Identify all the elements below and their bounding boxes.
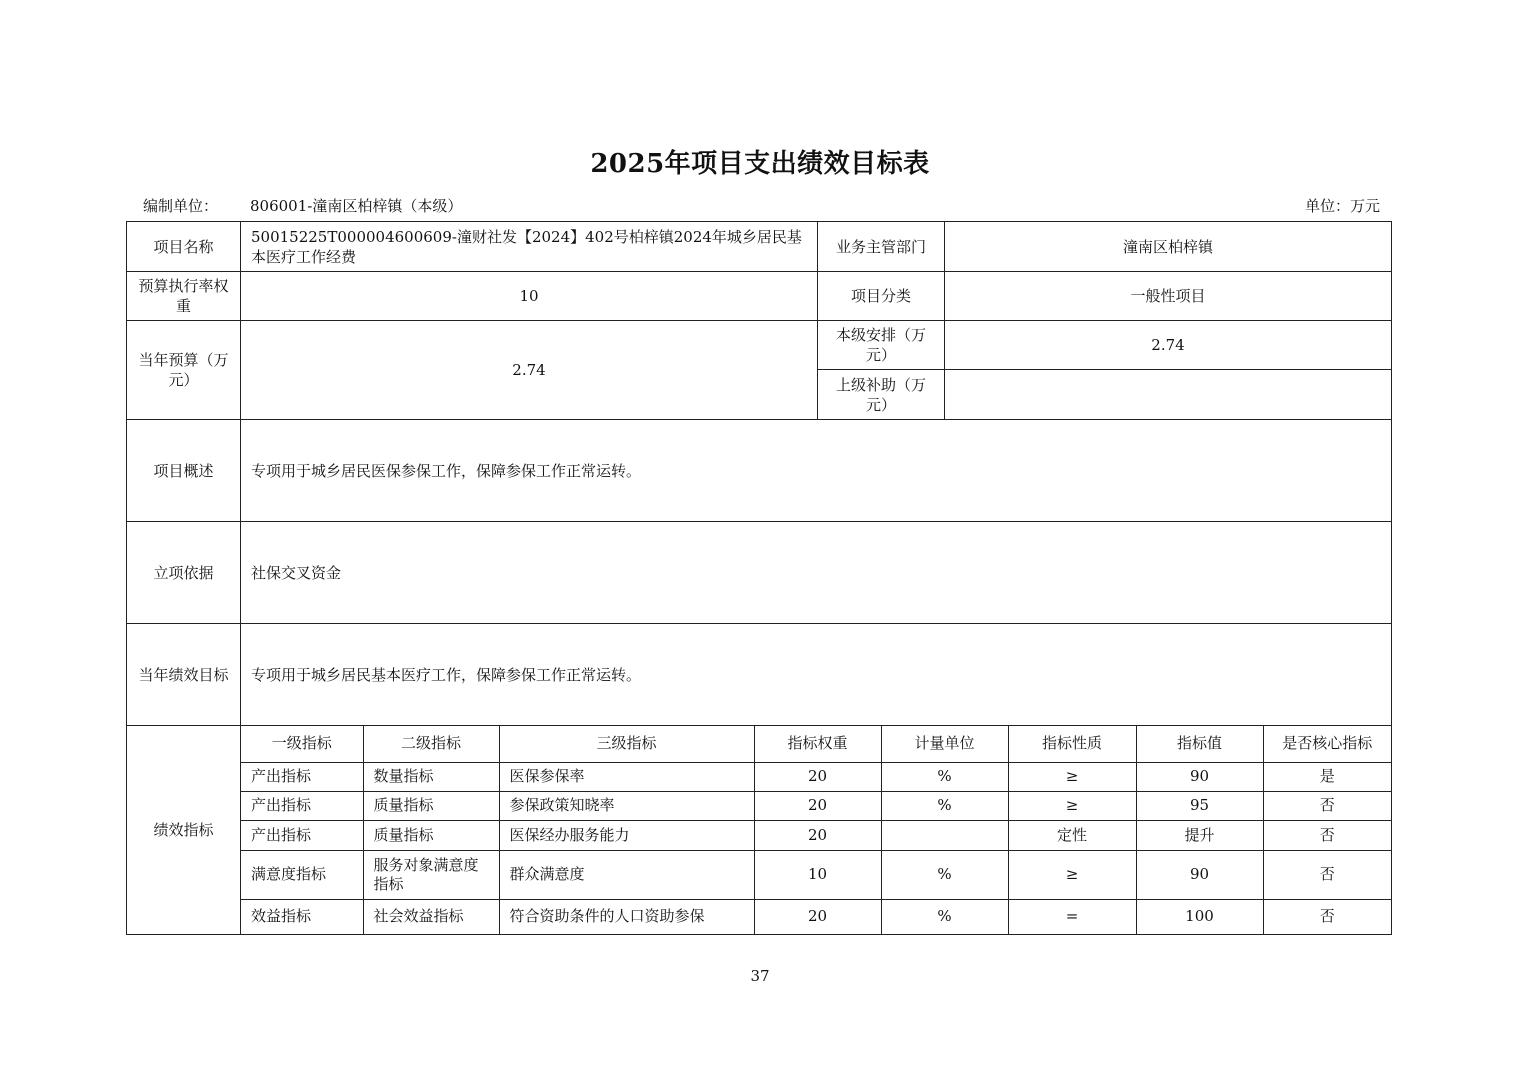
cell-nature: 定性	[1008, 820, 1136, 850]
table-row	[241, 850, 1391, 899]
cell-level1: 产出指标	[241, 820, 363, 850]
cell-unit: %	[881, 850, 1008, 899]
goal-label: 当年绩效目标	[127, 624, 241, 726]
cell-level2: 社会效益指标	[363, 899, 499, 934]
superior-label: 上级补助（万元）	[818, 370, 945, 420]
cell-core: 否	[1263, 791, 1391, 820]
cell-level3: 医保经办服务能力	[499, 820, 754, 850]
cell-unit: %	[881, 762, 1008, 791]
cell-level3: 群众满意度	[499, 850, 754, 899]
cell-value: 95	[1136, 791, 1263, 820]
cell-nature: =	[1008, 899, 1136, 934]
cell-unit: %	[881, 791, 1008, 820]
overview-value: 专项用于城乡居民医保参保工作，保障参保工作正常运转。	[241, 420, 1392, 522]
dept-label: 业务主管部门	[818, 222, 945, 272]
org-label: 编制单位：	[143, 197, 219, 215]
cell-level1: 产出指标	[241, 791, 363, 820]
indicators-table	[241, 726, 1391, 934]
category-value: 一般性项目	[945, 272, 1392, 321]
cell-value: 90	[1136, 762, 1263, 791]
header-level3: 三级指标	[499, 726, 754, 762]
cell-unit: %	[881, 899, 1008, 934]
superior-value	[945, 370, 1392, 420]
project-name-label: 项目名称	[127, 222, 241, 272]
basis-value: 社保交叉资金	[241, 522, 1392, 624]
page-number: 37	[750, 967, 770, 985]
header-level1: 一级指标	[241, 726, 363, 762]
indicators-label: 绩效指标	[127, 726, 241, 935]
local-label: 本级安排（万元）	[818, 321, 945, 370]
header-weight: 指标权重	[754, 726, 881, 762]
performance-table	[126, 221, 1392, 935]
cell-nature: ≥	[1008, 850, 1136, 899]
basis-label: 立项依据	[127, 522, 241, 624]
header-core: 是否核心指标	[1263, 726, 1391, 762]
goal-value: 专项用于城乡居民基本医疗工作，保障参保工作正常运转。	[241, 624, 1392, 726]
cell-value: 提升	[1136, 820, 1263, 850]
header-level2: 二级指标	[363, 726, 499, 762]
cell-weight: 20	[754, 899, 881, 934]
cell-level1: 效益指标	[241, 899, 363, 934]
page-title: 2025年项目支出绩效目标表	[590, 149, 930, 179]
table-row	[241, 899, 1391, 934]
indicators-header-row	[241, 726, 1391, 762]
cell-weight: 10	[754, 850, 881, 899]
cell-level2: 服务对象满意度指标	[363, 850, 499, 899]
header-unit: 计量单位	[881, 726, 1008, 762]
header-nature: 指标性质	[1008, 726, 1136, 762]
cell-value: 90	[1136, 850, 1263, 899]
cell-nature: ≥	[1008, 791, 1136, 820]
dept-value: 潼南区柏梓镇	[945, 222, 1392, 272]
weight-value: 10	[241, 272, 818, 321]
cell-level3: 医保参保率	[499, 762, 754, 791]
table-row	[241, 820, 1391, 850]
cell-level3: 参保政策知晓率	[499, 791, 754, 820]
budget-value: 2.74	[241, 321, 818, 420]
local-value: 2.74	[945, 321, 1392, 370]
indicators-cell	[241, 726, 1392, 935]
cell-level2: 质量指标	[363, 820, 499, 850]
cell-core: 否	[1263, 899, 1391, 934]
category-label: 项目分类	[818, 272, 945, 321]
cell-weight: 20	[754, 762, 881, 791]
cell-core: 否	[1263, 850, 1391, 899]
cell-weight: 20	[754, 820, 881, 850]
cell-nature: ≥	[1008, 762, 1136, 791]
table-row	[241, 791, 1391, 820]
weight-label: 预算执行率权重	[127, 272, 241, 321]
cell-unit	[881, 820, 1008, 850]
cell-core: 是	[1263, 762, 1391, 791]
cell-level2: 数量指标	[363, 762, 499, 791]
cell-level1: 产出指标	[241, 762, 363, 791]
cell-core: 否	[1263, 820, 1391, 850]
cell-level3: 符合资助条件的人口资助参保	[499, 899, 754, 934]
cell-value: 100	[1136, 899, 1263, 934]
project-name-value: 50015225T000004600609-潼财社发【2024】402号柏梓镇2024年城乡居民基本医疗工作经费	[241, 222, 818, 272]
org-value: 806001-潼南区柏梓镇（本级）	[250, 197, 463, 215]
budget-label: 当年预算（万元）	[127, 321, 241, 420]
cell-level2: 质量指标	[363, 791, 499, 820]
overview-label: 项目概述	[127, 420, 241, 522]
table-row	[241, 762, 1391, 791]
cell-level1: 满意度指标	[241, 850, 363, 899]
unit-label: 单位：万元	[1304, 197, 1380, 215]
header-value: 指标值	[1136, 726, 1263, 762]
cell-weight: 20	[754, 791, 881, 820]
